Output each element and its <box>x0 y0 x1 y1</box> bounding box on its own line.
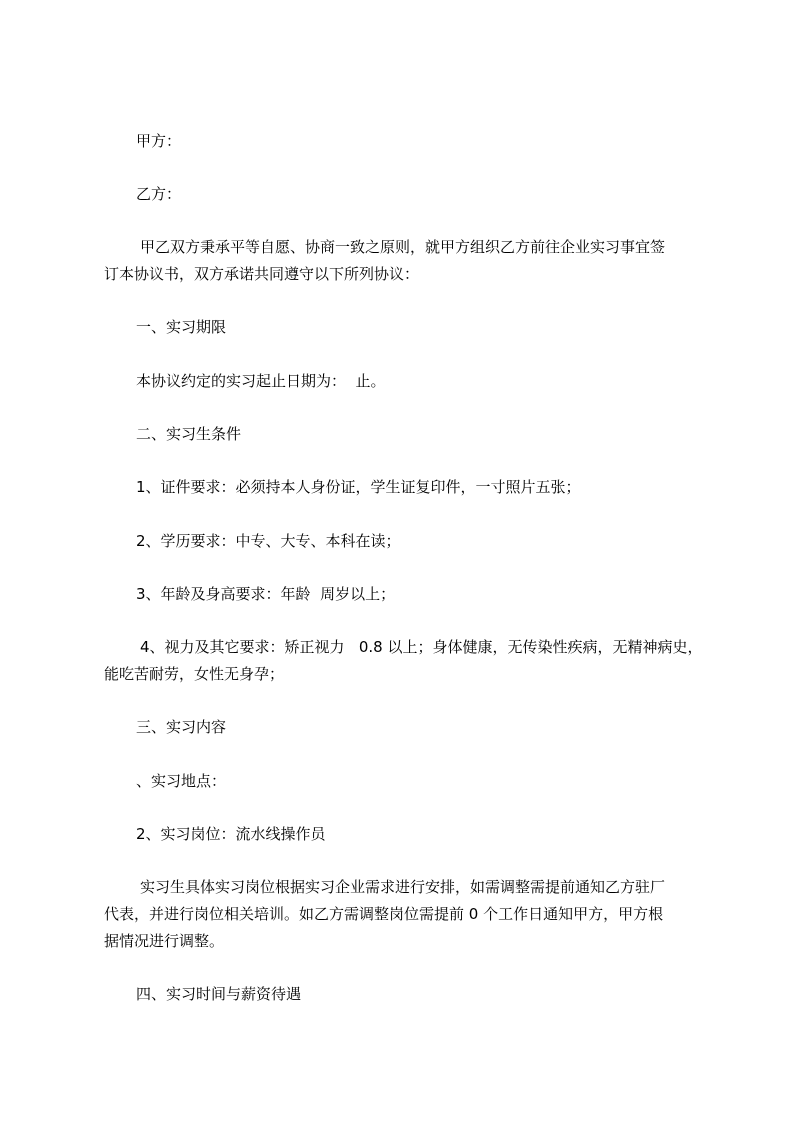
section-3-heading: 三、实习内容 <box>136 718 227 736</box>
section-3-para-line-2: 代表，并进行岗位相关培训。如乙方需调整岗位需提前 0 个工作日通知甲方，甲方根 <box>104 905 664 923</box>
section-3-item-2: 2、实习岗位：流水线操作员 <box>136 825 326 843</box>
section-2-item-1: 1、证件要求：必须持本人身份证，学生证复印件，一寸照片五张； <box>136 478 581 496</box>
party-a-label: 甲方： <box>136 132 182 150</box>
section-3-para-line-1: 实习生具体实习岗位根据实习企业需求进行安排，如需调整需提前通知乙方驻厂 <box>140 878 666 896</box>
section-1-text: 本协议约定的实习起止日期为： 止。 <box>136 372 386 390</box>
section-2-item-2: 2、学历要求：中专、大专、本科在读； <box>136 532 401 550</box>
section-2-item-3: 3、年龄及身高要求：年龄 周岁以上； <box>136 585 396 603</box>
section-3-para-line-3: 据情况进行调整。 <box>104 932 225 950</box>
party-b-label: 乙方： <box>136 185 182 203</box>
section-4-heading: 四、实习时间与薪资待遇 <box>136 985 302 1003</box>
intro-line-1: 甲乙双方秉承平等自愿、协商一致之原则，就甲方组织乙方前往企业实习事宜签 <box>140 238 666 256</box>
section-2-item-4-line-1: 4、视力及其它要求：矫正视力 0.8 以上；身体健康，无传染性疾病，无精神病史， <box>140 638 703 656</box>
section-2-item-4-line-2: 能吃苦耐劳，女性无身孕； <box>104 665 285 683</box>
section-1-heading: 一、实习期限 <box>136 318 227 336</box>
section-3-item-1: 、实习地点： <box>136 772 227 790</box>
intro-line-2: 订本协议书，双方承诺共同遵守以下所列协议： <box>104 265 420 283</box>
section-2-heading: 二、实习生条件 <box>136 425 242 443</box>
